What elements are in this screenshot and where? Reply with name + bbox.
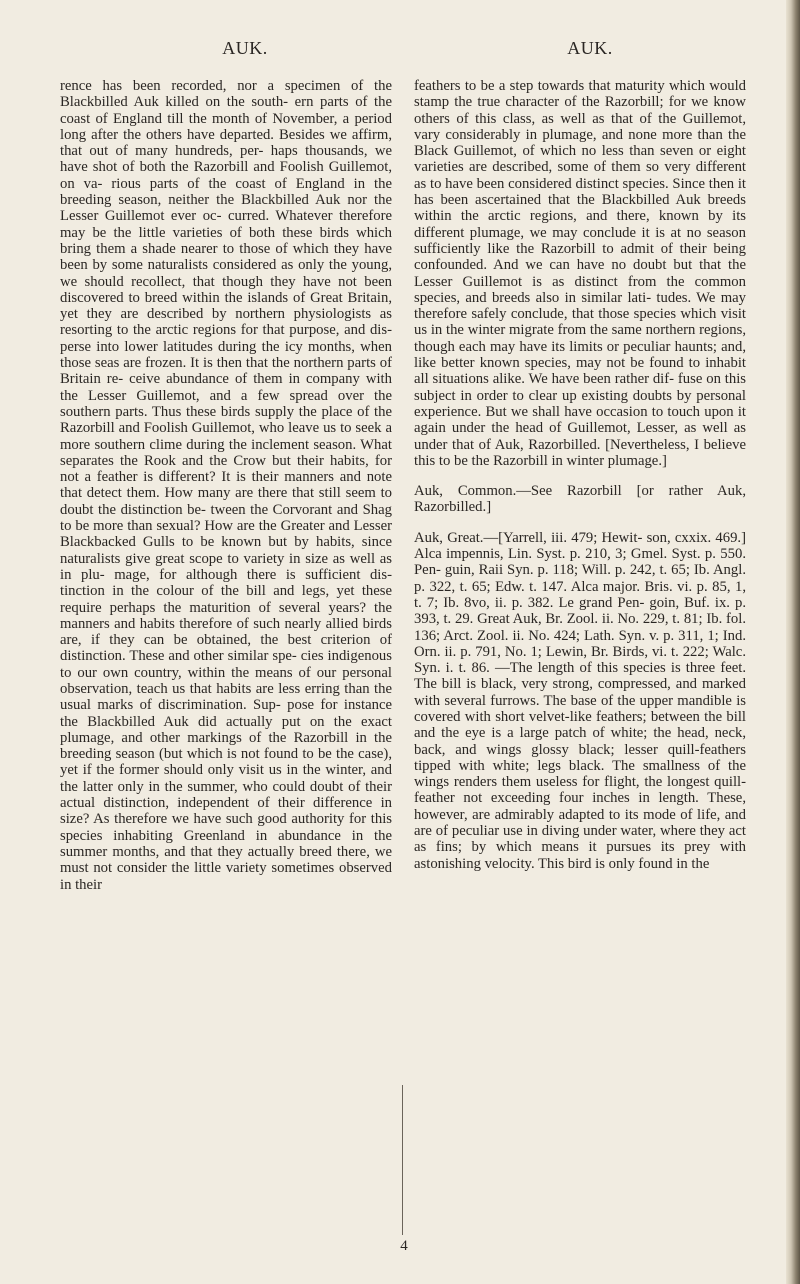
- text-column-right: [414, 78, 746, 1238]
- entry-auk-common: Auk, Common.—See Razorbill [or rather Auk, Razorbilled.]: [414, 483, 746, 516]
- text-column-left: [60, 78, 392, 1238]
- paragraph: rence has been recorded, nor a specimen of the Blackbilled Auk killed on the south- ern parts of the coast of England till the month of November, a period long after the others have departed. Besides we affirm, that out of many hundreds, per- haps thousands, we have shot of both the Razorbill and Foolish Guillemot, on va- rious parts of the coast of England in the breeding season, neither the Blackbilled Auk nor the Lesser Guillemot ever oc- curred. Whatever therefore may be the little varieties of both these birds which bring them a shade nearer to those of which they have been by some naturalists considered as only the young, we should recollect, that though they have not been discovered to breed within the islands of Great Britain, yet they are described by northern physiologists as resorting to the arctic regions for that purpose, and dis- perse into lower latitudes during the icy months, when those seas are frozen. It is then that the northern parts of Britain re- ceive abundance of them in company with the Lesser Guillemot, and a few spread over the southern parts. Thus these birds supply the place of the Razorbill and Foolish Guillemot, who leave us to seek a more southern clime during the inclement season. What separates the Rook and the Crow but their habits, for not a feather is different? It is their manners and note that detect them. How many are there that still seem to doubt the distinction be- tween the Corvorant and Shag to be more than sexual? How are the Greater and Lesser Blackbacked Gulls to be known but by habits, since naturalists give great scope to variety in size as well as in plu- mage, for although there is sufficient dis- tinction in the colour of the bill and legs, yet these require perhaps the maturition of several years? the manners and habits therefore of such nearly allied birds are, if they can be obtained, the best criterion of distinction. These and other similar spe- cies indigenous to our own country, within the means of our personal observation, teach us that habits are less erring than the usual marks of discrimination. Sup- pose for instance the Blackbilled Auk did actually put on the exact plumage, and other markings of the Razorbill in the breeding season (but which is not found to be the case), yet if the former should only visit us in the winter, and the latter only in the summer, who could doubt of their actual distinction, independent of their difference in size? As therefore we have such good authority for this species inhabiting Greenland in abundance in the summer months, and that they actually breed there, we must not consider the little variety sometimes observed in their: [60, 78, 392, 893]
- page-edge-shadow: [786, 0, 800, 1284]
- entry-auk-great: Auk, Great.—[Yarrell, iii. 479; Hewit- son, cxxix. 469.] Alca impennis, Lin. Syst. p. 210, 3; Gmel. Syst. p. 550. Pen- guin, Raii Syn. p. 118; Will. p. 242, t. 65; Ib. Angl. p. 322, t. 65; Edw. t. 147. Alca major. Bris. vi. p. 85, 1, t. 7; Ib. 8vo, ii. p. 382. Le grand Pen- goin, Buf. ix. p. 393, t. 29. Great Auk, Br. Zool. ii. No. 229, t. 81; Ib. fol. 136; Arct. Zool. ii. No. 424; Lath. Syn. v. p. 311, 1; Ind. Orn. ii. p. 791, No. 1; Lewin, Br. Birds, vi. t. 222; Walc. Syn. i. t. 86. —The length of this species is three feet. The bill is black, very strong, compressed, and marked with several furrows. The base of the upper mandible is covered with short velvet-like feathers; between the bill and the eye is a large patch of white; the head, neck, back, and wings glossy black; lesser quill-feathers tipped with white; legs black. The smallness of the wings renders them useless for flight, the longest quill-feather not exceeding four inches in length. These, however, are admirably adapted to its mode of life, and are of peculiar use in diving under water, where they act as fins; by which means it pursues its prey with astonishing velocity. This bird is only found in the: [414, 529, 746, 872]
- column-rule: [402, 1085, 403, 1235]
- paragraph: feathers to be a step towards that maturity which would stamp the true character of the Razorbill; for we know others of this class, as well as that of the Guillemot, vary considerably in plumage, and none more than the Black Guillemot, of which no less than seven or eight varieties are described, some of them so very different as to have been considered distinct species. Since then it has been ascertained that the Blackbilled Auk breeds within the arctic regions, and there, known by its different plumage, we may conclude it is at no season sufficiently like the Razorbill to admit of their being confounded. And we can have no doubt but that the Lesser Guillemot is as distinct from the common species, and breeds also in similar lati- tudes. We may therefore safely conclude, that those species which visit us in the winter migrate from the same northern regions, though each may have its limits or peculiar haunts; and, like better known species, may not be found to inhabit all situations alike. We have been rather dif- fuse on this subject in order to clear up existing doubts by personal experience. But we shall have occasion to touch upon it again under the head of Guillemot, Lesser, as well as under that of Auk, Razorbilled. [Nevertheless, I believe this to be the Razorbill in winter plumage.]: [414, 78, 746, 469]
- running-head-right: AUK.: [567, 38, 613, 58]
- running-head-left: AUK.: [222, 38, 268, 58]
- page-number: 4: [400, 1238, 408, 1254]
